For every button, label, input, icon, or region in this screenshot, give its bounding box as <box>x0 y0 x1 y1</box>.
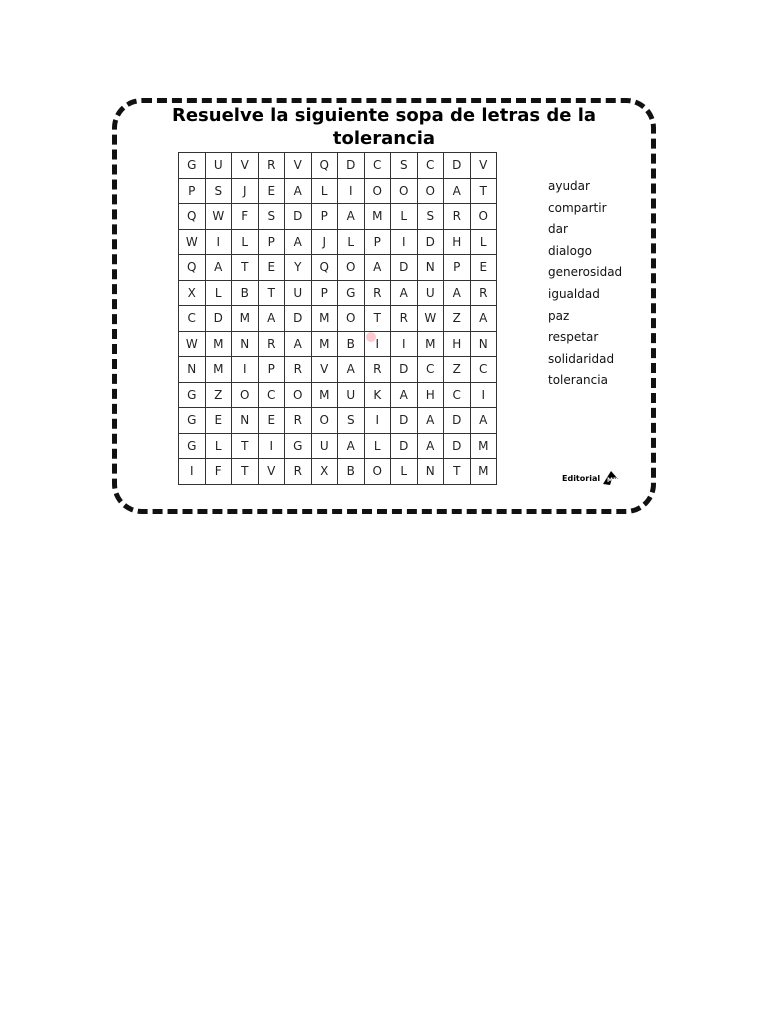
grid-cell[interactable]: R <box>364 357 391 383</box>
grid-cell[interactable]: U <box>417 280 444 306</box>
grid-cell[interactable]: U <box>285 280 312 306</box>
grid-cell[interactable]: O <box>338 306 365 332</box>
grid-cell[interactable]: A <box>417 433 444 459</box>
grid-cell[interactable]: R <box>285 408 312 434</box>
grid-cell[interactable]: I <box>338 178 365 204</box>
grid-cell[interactable]: Q <box>179 204 206 230</box>
grid-cell[interactable]: L <box>338 229 365 255</box>
grid-cell[interactable]: X <box>179 280 206 306</box>
md-logo-icon <box>601 470 619 486</box>
grid-cell[interactable]: D <box>391 433 418 459</box>
grid-cell[interactable]: E <box>258 178 285 204</box>
grid-cell[interactable]: N <box>179 357 206 383</box>
grid-cell[interactable]: O <box>391 178 418 204</box>
word-search-grid <box>178 152 497 485</box>
grid-cell[interactable]: W <box>417 306 444 332</box>
grid-cell[interactable]: B <box>232 280 259 306</box>
grid-cell[interactable]: D <box>391 408 418 434</box>
grid-row <box>179 331 497 357</box>
grid-cell[interactable]: M <box>311 331 338 357</box>
watermark-dot <box>366 332 376 342</box>
word-list-item: generosidad <box>548 265 623 280</box>
grid-cell[interactable]: D <box>417 229 444 255</box>
grid-cell[interactable]: N <box>417 255 444 281</box>
grid-cell[interactable]: O <box>364 178 391 204</box>
grid-cell[interactable]: V <box>258 459 285 485</box>
grid-cell[interactable]: Q <box>311 255 338 281</box>
grid-cell[interactable]: U <box>205 153 232 179</box>
grid-cell[interactable]: R <box>285 459 312 485</box>
grid-cell[interactable]: T <box>232 459 259 485</box>
grid-cell[interactable]: M <box>311 306 338 332</box>
grid-cell[interactable]: R <box>444 204 471 230</box>
grid-cell[interactable]: Y <box>285 255 312 281</box>
grid-cell[interactable]: A <box>364 255 391 281</box>
grid-cell[interactable]: A <box>205 255 232 281</box>
grid-cell[interactable]: N <box>232 331 259 357</box>
grid-cell[interactable]: I <box>391 229 418 255</box>
grid-cell[interactable]: I <box>470 382 497 408</box>
grid-cell[interactable]: I <box>205 229 232 255</box>
grid-cell[interactable]: D <box>444 408 471 434</box>
publisher-name: Editorial <box>562 473 601 483</box>
grid-cell[interactable]: S <box>205 178 232 204</box>
grid-cell[interactable]: A <box>470 306 497 332</box>
grid-cell[interactable]: L <box>232 229 259 255</box>
grid-cell[interactable]: E <box>470 255 497 281</box>
grid-cell[interactable]: T <box>444 459 471 485</box>
grid-cell[interactable]: M <box>205 357 232 383</box>
grid-cell[interactable]: A <box>470 408 497 434</box>
grid-cell[interactable]: D <box>391 357 418 383</box>
grid-cell[interactable]: D <box>444 153 471 179</box>
grid-cell[interactable]: L <box>470 229 497 255</box>
grid-cell[interactable]: O <box>364 459 391 485</box>
grid-cell[interactable]: T <box>364 306 391 332</box>
grid-cell[interactable]: A <box>391 382 418 408</box>
grid-cell[interactable]: L <box>205 280 232 306</box>
grid-cell[interactable]: D <box>391 255 418 281</box>
grid-cell[interactable]: C <box>417 153 444 179</box>
grid-cell[interactable]: R <box>258 331 285 357</box>
grid-cell[interactable]: Q <box>179 255 206 281</box>
word-list-item: solidaridad <box>548 351 615 366</box>
grid-row <box>179 382 497 408</box>
grid-row <box>179 408 497 434</box>
grid-cell[interactable]: G <box>179 382 206 408</box>
grid-row <box>179 357 497 383</box>
word-list-item: tolerancia <box>548 373 608 388</box>
grid-cell[interactable]: C <box>179 306 206 332</box>
grid-cell[interactable]: L <box>311 178 338 204</box>
grid-row <box>179 255 497 281</box>
grid-cell[interactable]: E <box>258 408 285 434</box>
grid-cell[interactable]: L <box>391 204 418 230</box>
grid-cell[interactable]: N <box>417 459 444 485</box>
grid-cell[interactable]: I <box>232 357 259 383</box>
grid-cell[interactable]: Z <box>205 382 232 408</box>
grid-cell[interactable]: R <box>391 306 418 332</box>
grid-cell[interactable]: V <box>285 153 312 179</box>
grid-cell[interactable]: G <box>338 280 365 306</box>
grid-cell[interactable]: A <box>338 357 365 383</box>
grid-cell[interactable]: K <box>364 382 391 408</box>
grid-cell[interactable]: L <box>364 433 391 459</box>
publisher-logo <box>562 470 619 486</box>
grid-cell[interactable]: M <box>470 459 497 485</box>
grid-cell[interactable]: W <box>179 331 206 357</box>
grid-cell[interactable]: A <box>444 178 471 204</box>
grid-cell[interactable]: E <box>205 408 232 434</box>
grid-cell[interactable]: P <box>444 255 471 281</box>
grid-cell[interactable]: M <box>364 204 391 230</box>
word-list-item: igualdad <box>548 286 600 301</box>
grid-cell[interactable]: L <box>391 459 418 485</box>
grid-cell[interactable]: C <box>364 153 391 179</box>
grid-cell[interactable]: X <box>311 459 338 485</box>
grid-cell[interactable]: U <box>311 433 338 459</box>
grid-cell[interactable]: O <box>338 255 365 281</box>
grid-cell[interactable]: O <box>232 382 259 408</box>
grid-cell[interactable]: O <box>311 408 338 434</box>
grid-cell[interactable]: I <box>364 331 391 357</box>
grid-cell[interactable]: F <box>232 204 259 230</box>
grid-cell[interactable]: P <box>311 204 338 230</box>
grid-cell[interactable]: L <box>205 433 232 459</box>
grid-row <box>179 459 497 485</box>
grid-cell[interactable]: W <box>179 229 206 255</box>
grid-cell[interactable]: Q <box>311 153 338 179</box>
grid-row <box>179 153 497 179</box>
grid-cell[interactable]: A <box>444 280 471 306</box>
grid-cell[interactable]: S <box>417 204 444 230</box>
grid-cell[interactable]: E <box>258 255 285 281</box>
grid-cell[interactable]: G <box>179 433 206 459</box>
grid-cell[interactable]: C <box>417 357 444 383</box>
grid-cell[interactable]: A <box>338 433 365 459</box>
grid-row <box>179 178 497 204</box>
grid-cell[interactable]: T <box>470 178 497 204</box>
word-list-item: ayudar <box>548 179 590 193</box>
grid-cell[interactable]: T <box>232 433 259 459</box>
grid-cell[interactable]: V <box>311 357 338 383</box>
grid-cell[interactable]: C <box>258 382 285 408</box>
grid-cell[interactable]: D <box>285 204 312 230</box>
grid-cell[interactable]: M <box>311 382 338 408</box>
grid-cell[interactable]: I <box>258 433 285 459</box>
grid-cell[interactable]: P <box>364 229 391 255</box>
grid-cell[interactable]: V <box>232 153 259 179</box>
grid-cell[interactable]: H <box>417 382 444 408</box>
grid-cell[interactable]: D <box>338 153 365 179</box>
grid-row <box>179 433 497 459</box>
grid-cell[interactable]: M <box>470 433 497 459</box>
grid-row <box>179 229 497 255</box>
grid-cell[interactable]: M <box>417 331 444 357</box>
grid-cell[interactable]: B <box>338 331 365 357</box>
grid-row <box>179 204 497 230</box>
grid-cell[interactable]: A <box>338 204 365 230</box>
grid-cell[interactable]: M <box>232 306 259 332</box>
grid-cell[interactable]: G <box>285 433 312 459</box>
grid-cell[interactable]: A <box>285 229 312 255</box>
word-list-item: dialogo <box>548 243 592 258</box>
grid-cell[interactable]: R <box>285 357 312 383</box>
grid-cell[interactable]: F <box>205 459 232 485</box>
grid-row <box>179 280 497 306</box>
grid-cell[interactable]: T <box>258 280 285 306</box>
grid-cell[interactable]: C <box>444 382 471 408</box>
grid-cell[interactable]: D <box>444 433 471 459</box>
grid-cell[interactable]: O <box>470 204 497 230</box>
grid-cell[interactable]: G <box>179 408 206 434</box>
word-list-item: respetar <box>548 330 599 345</box>
grid-cell[interactable]: J <box>232 178 259 204</box>
svg-text:MD: MD <box>607 477 619 484</box>
grid-cell[interactable]: S <box>391 153 418 179</box>
grid-row <box>179 306 497 332</box>
grid-cell[interactable]: G <box>179 153 206 179</box>
grid-cell[interactable]: B <box>338 459 365 485</box>
grid-cell[interactable]: U <box>338 382 365 408</box>
grid-cell[interactable]: N <box>470 331 497 357</box>
grid-cell[interactable]: R <box>258 153 285 179</box>
grid-cell[interactable]: H <box>444 331 471 357</box>
grid-cell[interactable]: N <box>232 408 259 434</box>
grid-cell[interactable]: O <box>285 382 312 408</box>
grid-cell[interactable]: O <box>417 178 444 204</box>
grid-cell[interactable]: P <box>258 357 285 383</box>
grid-cell[interactable]: S <box>338 408 365 434</box>
grid-cell[interactable]: I <box>391 331 418 357</box>
grid-cell[interactable]: S <box>258 204 285 230</box>
grid-cell[interactable]: Z <box>444 357 471 383</box>
grid-cell[interactable]: P <box>258 229 285 255</box>
grid-cell[interactable]: A <box>285 331 312 357</box>
grid-cell[interactable]: J <box>311 229 338 255</box>
grid-cell[interactable]: I <box>364 408 391 434</box>
grid-cell[interactable]: P <box>311 280 338 306</box>
grid-cell[interactable]: I <box>179 459 206 485</box>
grid-cell[interactable]: C <box>470 357 497 383</box>
word-list-item: dar <box>548 222 568 237</box>
grid-cell[interactable]: M <box>205 331 232 357</box>
grid-cell[interactable]: R <box>364 280 391 306</box>
grid-cell[interactable]: H <box>444 229 471 255</box>
word-list-item: compartir <box>548 200 607 215</box>
grid-cell[interactable]: W <box>205 204 232 230</box>
grid-cell[interactable]: A <box>285 178 312 204</box>
grid-cell[interactable]: A <box>417 408 444 434</box>
grid-cell[interactable]: R <box>470 280 497 306</box>
grid-cell[interactable]: V <box>470 153 497 179</box>
grid-cell[interactable]: A <box>391 280 418 306</box>
grid-cell[interactable]: P <box>179 178 206 204</box>
grid-cell[interactable]: D <box>285 306 312 332</box>
grid-cell[interactable]: T <box>232 255 259 281</box>
word-list <box>548 176 622 392</box>
page-title: Resuelve la siguiente sopa de letras de la tolerancia <box>171 105 597 149</box>
grid-cell[interactable]: Z <box>444 306 471 332</box>
word-list-item: paz <box>548 308 570 323</box>
grid-cell[interactable]: A <box>258 306 285 332</box>
grid-cell[interactable]: D <box>205 306 232 332</box>
